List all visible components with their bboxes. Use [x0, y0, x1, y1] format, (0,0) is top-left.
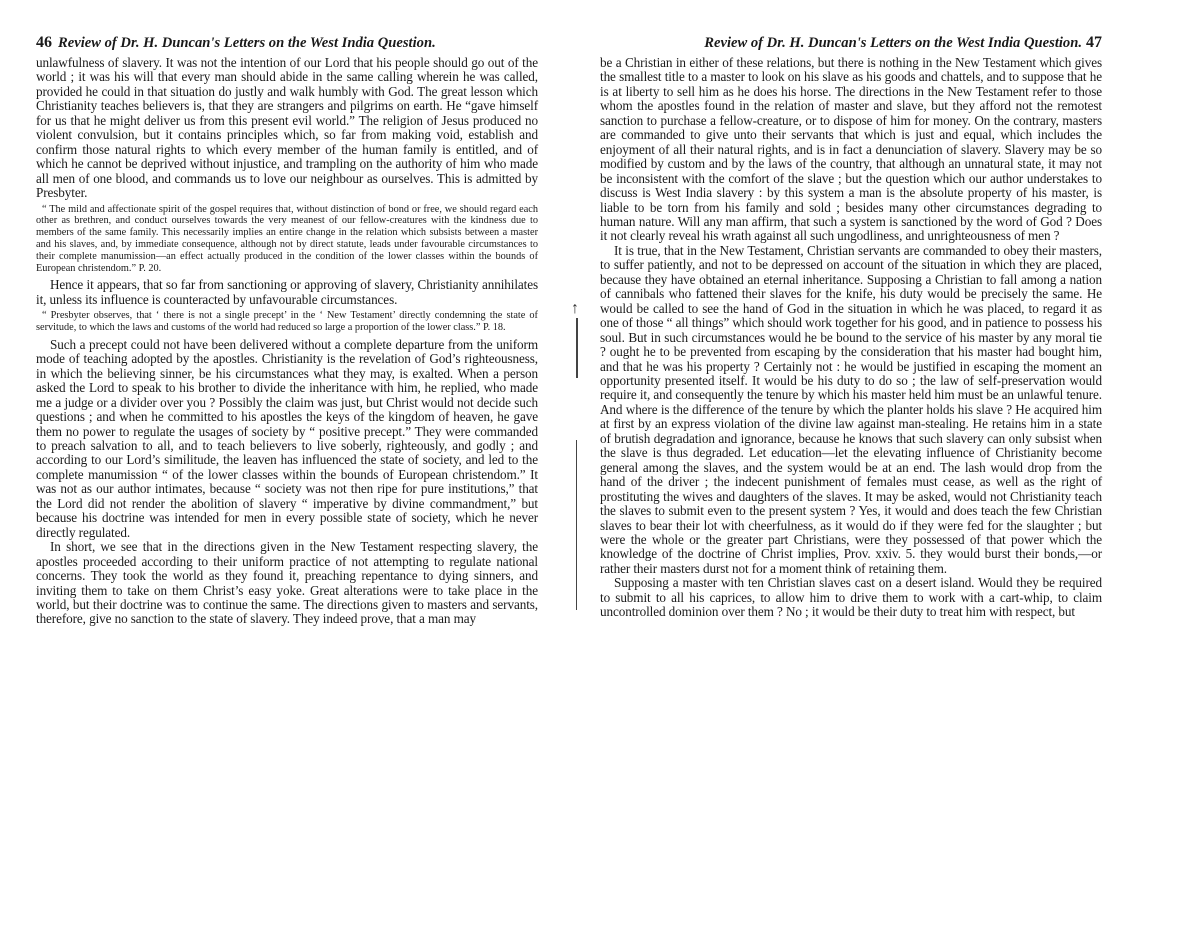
right-paragraph-2: It is true, that in the New Testament, Christian servants are commanded to obey their masters, to suffer patiently, and not to be depressed on account of the situation in which they are placed, because they have obtained an eternal inheritance. Supposing a Christian to fall among a nation of cannibals who fattened their slaves for the knife, his duty would be precisely the same. He would be called to see the hand of God in the situation in which he was placed, to regard it as one of those “ all things” which should work together for his good, and in patience to possess his soul. But in such circumstances would he be bound to the service of his master by any moral tie ? ought he to be prevented from escaping by the consideration that his master had bought him, and that he was his property ? Certainly not : he would be justified in escaping the moment an opportunity presented itself. It would be his duty to do so ; the law of self-preservation would require it, and consequently the tenure by which his master held him must be an unlawful tenure. And where is the difference of the tenure by which the planter holds his slave ? He acquired him at first by an express violation of the divine law against man-stealing. He retains him in a state of brutish degradation and ignorance, because he knows that such slavery can only subsist when the slave is thus degraded. Let education—let the elevating influence of Christianity become general among the slaves, and the system would be at an end. The lash would drop from the hand of the driver ; the indecent punishment of females must cease, as well as the right of prostituting the wives and daughters of the slaves. It may be asked, would not Christianity teach the slaves to submit even to the present system ? Yes, it would and does teach the few Christian slaves to bear their lot with cheerfulness, as it would do if they were fed for the slaughter ; but were the whole or the greater part Christians, were they possessed of that power which the knowledge of the doctrine of Christ implies, Prov. xxiv. 5. they would burst their bonds,—or rather their masters durst not for a moment think of retaining them. — [600, 242, 1102, 576]
right-paragraph-3: Supposing a master with ten Christian slaves cast on a desert island. Would they be required to submit to all his caprices, to allow him to drive them to work with a cart-whip, to claim uncontrolled dominion over them ? No ; it would be their duty to treat him with respect, but — [600, 575, 1102, 620]
right-paragraph-1: be a Christian in either of these relations, but there is nothing in the New Testament which gives the smallest title to a master to look on his slave as his goods and chattels, and to suppose that he is at liberty to sell him as he does his horse. The directions in the New Testament refer to those whom the apostles found in the relation of master and slave, but they afford not the remotest sanction to purchase a fellow-creature, or to dispose of him for money. On the contrary, masters are commanded to give unto their servants that which is just and equal, which includes the enjoyment of all their natural rights, and is in fact a denunciation of slavery. Slavery may be so modified by custom and by the laws of the country, that although an unnatural state, it may not be inconsistent with the comfort of the slave ; but the question which our author understakes to discuss is West India slavery : by this system a man is the absolute property of his master, is liable to be torn from his family and sold ; besides many other circumstances degrading to human nature. Will any man affirm, that such a system is sanctioned by the word of God ? Does it not clearly reveal his wrath against all such ungodliness, and unrighteousness of men ? — [600, 55, 1102, 244]
gutter-arrow-icon: ↑ — [571, 300, 579, 317]
left-page — [36, 34, 538, 627]
left-running-head — [36, 34, 538, 52]
left-quote-1: “ The mild and affectionate spirit of the gospel requires that, without distinction of bond or free, we should regard each other as brethren, and conduct ourselves towards the very meanest of our fellow-creatures with the kindness due to members of the same family. This necessarily implies an entire change in the relation which subsists between a master and his slaves, and, by immediate consequence, although not by direct statute, leads under favourable circumstances to their complete manumission—an effect actually produced in the condition of the lower classes within the bounds of European christendom.” P. 20. — [36, 203, 538, 274]
left-paragraph-1: unlawfulness of slavery. It was not the intention of our Lord that his people should go out of the world ; it was his will that every man should abide in the same calling wherein he was called, provided he could in that situation do justly and walk humbly with God. The great lesson which Christianity teaches believers is, that they are strangers and pilgrims on earth. He “gave himself for us that he might deliver us from this present evil world.” The religion of Jesus produced no violent convulsion, but it contains principles which, so far from making void, establish and confirm those natural rights to which every member of the human family is entitled, and of which he cannot be deprived without injustice, and trampling on the authority of him who made all men of one blood, and commands us to love our neighbour as ourselves. This is admitted by Presbyter. — [36, 55, 538, 201]
right-page-number: 47 — [1086, 34, 1102, 51]
left-paragraph-2: Hence it appears, that so far from sanctioning or approving of slavery, Christianity annihilates it, unless its influence is counteracted by unfavourable circumstances. — [36, 277, 538, 307]
left-page-number: 46 — [36, 34, 52, 51]
left-quote-2: “ Presbyter observes, that ‘ there is not a single precept’ in the ‘ New Testament’ directly condemning the state of servitude, to which the laws and customs of the world had reduced so large a proportion of the lower class.” P. 18. — [36, 310, 538, 334]
gutter-line — [576, 318, 578, 378]
right-running-title: Review of Dr. H. Duncan's Letters on the West India Question. — [704, 35, 1082, 51]
right-running-head — [600, 34, 1102, 52]
right-page — [600, 34, 1102, 620]
left-paragraph-4: In short, we see that in the directions given in the New Testament respecting slavery, the apostles proceeded according to their uniform practice of not attempting to regulate national concerns. They took the world as they found it, preaching repentance to dying sinners, and inviting them to take on them Christ’s easy yoke. Great alterations were to take place in the world, but their doctrine was to continue the same. The directions given to masters and servants, therefore, give no sanction to the state of slavery. They indeed prove, that a man may — [36, 539, 538, 627]
left-running-title: Review of Dr. H. Duncan's Letters on the West India Question. — [58, 35, 436, 51]
gutter-line — [576, 440, 577, 610]
left-paragraph-3: Such a precept could not have been delivered without a complete departure from the uniform mode of teaching adopted by the apostles. Christianity is the revelation of God’s righteousness, in which the believing sinner, be his circumstances what they may, is exalted. When a person asked the Lord to speak to his brother to divide the inheritance with him, he replied, who made me a judge or a divider over you ? Possibly the claim was just, but Christ would not decide such questions ; and when he committed to his apostles the keys of the kingdom of heaven, he gave them no power to regulate the usages of society by “ positive precept.” They were commanded to preach salvation to all, and to teach believers to live soberly, righteously, and godly ; and according to our Lord’s similitude, the leaven has influenced the state of society, and led to the complete manumission “ of the lower classes within the bounds of European christendom.” It was not as our author intimates, because “ society was not then ripe for pure institutions,” that the Lord did not render the abolition of slavery “ imperative by divine commandment,” but because his doctrine was intended for men in every possible state of society, which he never directly regulated. — [36, 336, 538, 540]
